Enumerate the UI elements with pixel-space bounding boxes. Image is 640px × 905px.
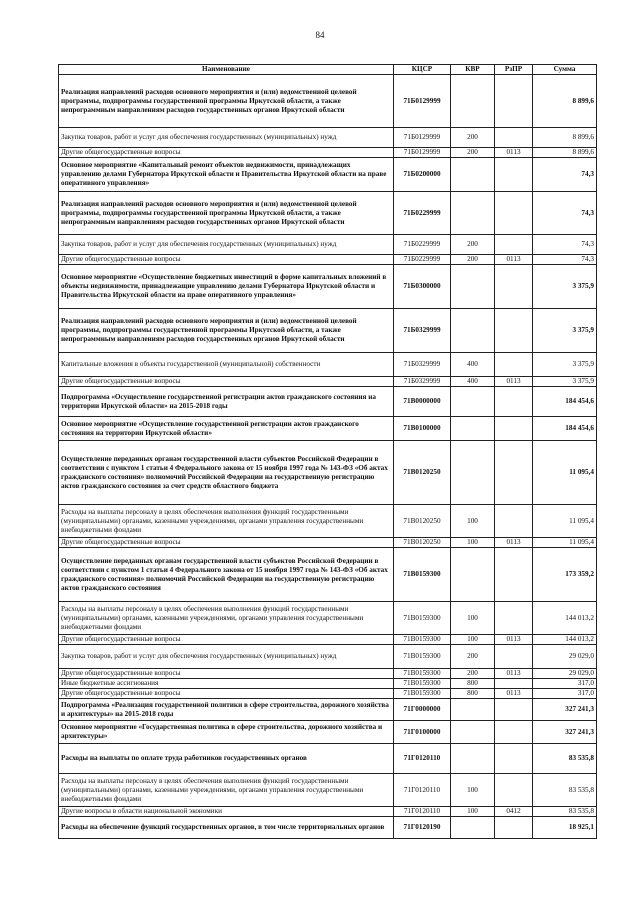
- cell-rzpr: 0113: [495, 669, 533, 679]
- cell-name: Капитальные вложения в объекты государственной (муниципальной) собственности: [59, 353, 394, 377]
- cell-kcsr: 71Б0229999: [394, 255, 451, 265]
- table-body: [59, 75, 597, 839]
- cell-sum: 327 241,3: [533, 721, 597, 744]
- cell-sum: 11 095,4: [533, 441, 597, 505]
- cell-name: Другие общегосударственные вопросы: [59, 377, 394, 387]
- cell-name: Расходы на выплаты по оплате труда работников государственных органов: [59, 744, 394, 774]
- cell-rzpr: [495, 75, 533, 128]
- cell-rzpr: [495, 441, 533, 505]
- cell-kcsr: 71В0120250: [394, 441, 451, 505]
- cell-rzpr: [495, 353, 533, 377]
- header-name: Наименование: [59, 65, 394, 75]
- cell-sum: 29 029,0: [533, 669, 597, 679]
- cell-kcsr: 71Б0129999: [394, 75, 451, 128]
- cell-rzpr: [495, 192, 533, 235]
- cell-rzpr: [495, 548, 533, 602]
- cell-sum: 8 899,6: [533, 128, 597, 148]
- cell-name: Другие общегосударственные вопросы: [59, 255, 394, 265]
- cell-rzpr: [495, 387, 533, 417]
- cell-name: Другие общегосударственные вопросы: [59, 635, 394, 645]
- cell-rzpr: 0412: [495, 807, 533, 817]
- cell-rzpr: [495, 774, 533, 807]
- cell-kcsr: 71Б0300000: [394, 265, 451, 309]
- cell-kcsr: 71Б0329999: [394, 309, 451, 353]
- table-row: [59, 192, 597, 235]
- table-row: [59, 645, 597, 669]
- cell-sum: 184 454,6: [533, 417, 597, 441]
- cell-kvr: 100: [451, 635, 495, 645]
- cell-kcsr: 71В0159300: [394, 548, 451, 602]
- cell-sum: 74,3: [533, 158, 597, 192]
- table-row: [59, 353, 597, 377]
- cell-kvr: [451, 744, 495, 774]
- header-kcsr: КЦСР: [394, 65, 451, 75]
- cell-kvr: [451, 309, 495, 353]
- table-row: [59, 548, 597, 602]
- cell-kcsr: 71Б0200000: [394, 158, 451, 192]
- cell-kvr: [451, 265, 495, 309]
- cell-sum: 74,3: [533, 192, 597, 235]
- table-row: [59, 774, 597, 807]
- cell-rzpr: 0113: [495, 538, 533, 548]
- cell-rzpr: [495, 817, 533, 839]
- cell-name: Другие общегосударственные вопросы: [59, 538, 394, 548]
- table-row: [59, 441, 597, 505]
- cell-sum: 3 375,9: [533, 309, 597, 353]
- cell-name: Осуществление переданных органам государственной власти субъектов Российской Федерации в соответствии с пунктом 1 статьи 4 Федерального закона от 15 ноября 1997 года № 143-ФЗ «Об актах гражданского состояния» полномочий Российской Федерации на государственную регистрацию актов гражданского состояния за счет средств областного бюджета: [59, 441, 394, 505]
- cell-kcsr: 71Г0100000: [394, 721, 451, 744]
- table-row: [59, 387, 597, 417]
- cell-kcsr: 71Б0329999: [394, 377, 451, 387]
- cell-kvr: 200: [451, 255, 495, 265]
- cell-rzpr: [495, 505, 533, 538]
- cell-sum: 3 375,9: [533, 377, 597, 387]
- cell-kvr: 400: [451, 377, 495, 387]
- cell-name: Основное мероприятие «Осуществление государственной регистрации актов гражданского состояния на территории Иркутской области»: [59, 417, 394, 441]
- cell-name: Расходы на выплаты персоналу в целях обеспечения выполнения функций государственными (муниципальными) органами, казенными учреждениями, органами управления государственными внебюджетными фондами: [59, 602, 394, 635]
- cell-name: Иные бюджетные ассигнования: [59, 679, 394, 689]
- cell-kcsr: 71В0120250: [394, 505, 451, 538]
- cell-kvr: [451, 721, 495, 744]
- cell-name: Расходы на выплаты персоналу в целях обеспечения выполнения функций государственными (муниципальными) органами, казенными учреждениями, органами управления государственными внебюджетными фондами: [59, 505, 394, 538]
- table-row: [59, 265, 597, 309]
- table-row: [59, 148, 597, 158]
- table-row: [59, 689, 597, 699]
- cell-kvr: [451, 441, 495, 505]
- cell-kcsr: 71В0159300: [394, 679, 451, 689]
- cell-kvr: 200: [451, 645, 495, 669]
- cell-kvr: [451, 699, 495, 721]
- cell-kvr: [451, 817, 495, 839]
- cell-rzpr: [495, 744, 533, 774]
- cell-kcsr: 71Б0129999: [394, 128, 451, 148]
- cell-kcsr: 71В0159300: [394, 645, 451, 669]
- cell-kcsr: 71Г0120110: [394, 807, 451, 817]
- cell-sum: 144 013,2: [533, 602, 597, 635]
- table-row: [59, 235, 597, 255]
- cell-sum: 83 535,8: [533, 807, 597, 817]
- cell-kcsr: 71В0100000: [394, 417, 451, 441]
- cell-kcsr: 71Г0120110: [394, 774, 451, 807]
- cell-name: Реализация направлений расходов основного мероприятия и (или) ведомственной целевой программы, подпрограммы государственной программы Иркутской области, а также непрограммным направлениям расходов государственных органов Иркутской области: [59, 309, 394, 353]
- cell-kvr: 100: [451, 538, 495, 548]
- cell-sum: 3 375,9: [533, 265, 597, 309]
- cell-kcsr: 71Г0120110: [394, 744, 451, 774]
- cell-rzpr: 0113: [495, 148, 533, 158]
- table-row: [59, 602, 597, 635]
- header-rzpr: РзПР: [495, 65, 533, 75]
- cell-kvr: [451, 192, 495, 235]
- cell-name: Другие общегосударственные вопросы: [59, 689, 394, 699]
- cell-rzpr: [495, 265, 533, 309]
- cell-name: Подпрограмма «Реализация государственной политики в сфере строительства, дорожного хозяйства и архитектуры» на 2015-2018 годы: [59, 699, 394, 721]
- cell-rzpr: 0113: [495, 377, 533, 387]
- cell-sum: 3 375,9: [533, 353, 597, 377]
- cell-sum: 327 241,3: [533, 699, 597, 721]
- cell-sum: 29 029,0: [533, 645, 597, 669]
- cell-kvr: [451, 387, 495, 417]
- cell-sum: 83 535,8: [533, 774, 597, 807]
- cell-name: Другие общегосударственные вопросы: [59, 669, 394, 679]
- table-row: [59, 538, 597, 548]
- cell-sum: 8 899,6: [533, 75, 597, 128]
- cell-kvr: [451, 158, 495, 192]
- cell-kcsr: 71В0159300: [394, 669, 451, 679]
- cell-rzpr: 0113: [495, 689, 533, 699]
- cell-kcsr: 71Б0329999: [394, 353, 451, 377]
- cell-rzpr: [495, 128, 533, 148]
- header-sum: Сумма: [533, 65, 597, 75]
- cell-kcsr: 71В0000000: [394, 387, 451, 417]
- cell-sum: 11 095,4: [533, 538, 597, 548]
- table-row: [59, 158, 597, 192]
- cell-sum: 317,0: [533, 689, 597, 699]
- cell-rzpr: [495, 699, 533, 721]
- cell-kcsr: 71В0159300: [394, 602, 451, 635]
- cell-rzpr: 0113: [495, 635, 533, 645]
- cell-kcsr: 71Б0129999: [394, 148, 451, 158]
- table-row: [59, 255, 597, 265]
- cell-kcsr: 71В0159300: [394, 635, 451, 645]
- cell-kcsr: 71Г0000000: [394, 699, 451, 721]
- table-row: [59, 807, 597, 817]
- cell-kvr: 200: [451, 128, 495, 148]
- table-row: [59, 744, 597, 774]
- cell-kvr: [451, 417, 495, 441]
- cell-name: Другие вопросы в области национальной экономики: [59, 807, 394, 817]
- cell-rzpr: [495, 602, 533, 635]
- cell-kcsr: 71В0159300: [394, 689, 451, 699]
- table-row: [59, 75, 597, 128]
- cell-rzpr: [495, 158, 533, 192]
- cell-name: Другие общегосударственные вопросы: [59, 148, 394, 158]
- table-row: [59, 679, 597, 689]
- cell-sum: 8 899,6: [533, 148, 597, 158]
- cell-kvr: 200: [451, 148, 495, 158]
- cell-kvr: 800: [451, 689, 495, 699]
- table-row: [59, 635, 597, 645]
- cell-kvr: 100: [451, 602, 495, 635]
- cell-sum: 144 013,2: [533, 635, 597, 645]
- cell-rzpr: 0113: [495, 255, 533, 265]
- cell-kvr: 200: [451, 235, 495, 255]
- cell-name: Закупка товаров, работ и услуг для обеспечения государственных (муниципальных) нужд: [59, 235, 394, 255]
- cell-kvr: 200: [451, 669, 495, 679]
- cell-sum: 18 925,1: [533, 817, 597, 839]
- cell-kvr: 100: [451, 774, 495, 807]
- cell-sum: 173 359,2: [533, 548, 597, 602]
- cell-name: Осуществление переданных органам государственной власти субъектов Российской Федерации в соответствии с пунктом 1 статьи 4 Федерального закона от 15 ноября 1997 года № 143-ФЗ «Об актах гражданского состояния» полномочий Российской Федерации на государственную регистрацию актов гражданского состояния: [59, 548, 394, 602]
- cell-sum: 74,3: [533, 235, 597, 255]
- cell-kvr: 100: [451, 505, 495, 538]
- cell-rzpr: [495, 309, 533, 353]
- cell-rzpr: [495, 645, 533, 669]
- table-header-row: [59, 65, 597, 75]
- table-row: [59, 721, 597, 744]
- cell-sum: 184 454,6: [533, 387, 597, 417]
- cell-kcsr: 71Б0229999: [394, 235, 451, 255]
- table-row: [59, 669, 597, 679]
- cell-sum: 11 095,4: [533, 505, 597, 538]
- cell-rzpr: [495, 721, 533, 744]
- cell-name: Основное мероприятие «Осуществление бюджетных инвестиций в форме капитальных вложений в объекты недвижимости, принадлежащие управлению делами Губернатора Иркутской области и Правительства Иркутской области на праве оперативного управления»: [59, 265, 394, 309]
- page-number: 84: [315, 30, 325, 40]
- budget-table: [58, 64, 597, 839]
- cell-rzpr: [495, 417, 533, 441]
- cell-name: Подпрограмма «Осуществление государственной регистрации актов гражданского состояния на территории Иркутской области» на 2015-2018 годы: [59, 387, 394, 417]
- cell-kvr: 400: [451, 353, 495, 377]
- cell-kcsr: 71Г0120190: [394, 817, 451, 839]
- table-row: [59, 309, 597, 353]
- table-row: [59, 417, 597, 441]
- cell-kcsr: 71Б0229999: [394, 192, 451, 235]
- cell-sum: 317,0: [533, 679, 597, 689]
- cell-kcsr: 71В0120250: [394, 538, 451, 548]
- cell-name: Реализация направлений расходов основного мероприятия и (или) ведомственной целевой программы, подпрограммы государственной программы Иркутской области, а также непрограммным направлениям расходов государственных органов Иркутской области: [59, 75, 394, 128]
- cell-name: Расходы на выплаты персоналу в целях обеспечения выполнения функций государственными (муниципальными) органами, казенными учреждениями, органами управления государственными внебюджетными фондами: [59, 774, 394, 807]
- cell-name: Расходы на обеспечение функций государственных органов, в том числе территориальных органов: [59, 817, 394, 839]
- cell-name: Основное мероприятие «Капитальный ремонт объектов недвижимости, принадлежащих управлению делами Губернатора Иркутской области и Правительства Иркутской области на праве оперативного управления»: [59, 158, 394, 192]
- cell-name: Основное мероприятие «Государственная политика в сфере строительства, дорожного хозяйства и архитектуры»: [59, 721, 394, 744]
- table-row: [59, 505, 597, 538]
- cell-rzpr: [495, 235, 533, 255]
- header-kvr: КВР: [451, 65, 495, 75]
- table-row: [59, 377, 597, 387]
- cell-name: Реализация направлений расходов основного мероприятия и (или) ведомственной целевой программы, подпрограммы государственной программы Иркутской области, а также непрограммным направлениям расходов государственных органов Иркутской области: [59, 192, 394, 235]
- table-row: [59, 128, 597, 148]
- cell-kvr: [451, 548, 495, 602]
- cell-kvr: 800: [451, 679, 495, 689]
- cell-kvr: [451, 75, 495, 128]
- cell-sum: 83 535,8: [533, 744, 597, 774]
- cell-name: Закупка товаров, работ и услуг для обеспечения государственных (муниципальных) нужд: [59, 128, 394, 148]
- cell-name: Закупка товаров, работ и услуг для обеспечения государственных (муниципальных) нужд: [59, 645, 394, 669]
- cell-sum: 74,3: [533, 255, 597, 265]
- table-row: [59, 817, 597, 839]
- cell-rzpr: [495, 679, 533, 689]
- table-row: [59, 699, 597, 721]
- cell-kvr: 100: [451, 807, 495, 817]
